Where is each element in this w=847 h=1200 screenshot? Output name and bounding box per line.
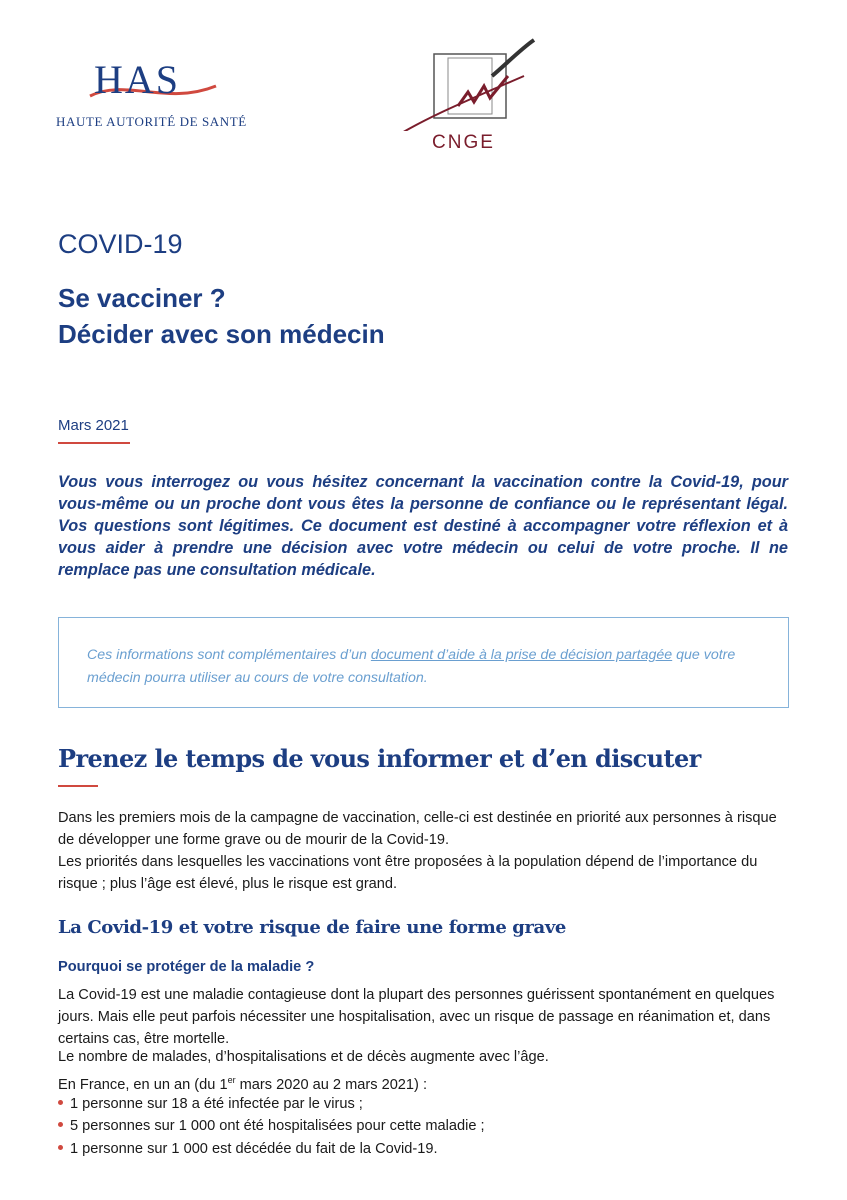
has-subtitle: HAUTE AUTORITÉ DE SANTÉ [56, 114, 247, 129]
section-heading-risk: La Covid-19 et votre risque de faire une forme grave [58, 917, 566, 938]
intro-paragraph: Vous vous interrogez ou vous hésitez concernant la vaccination contre la Covid-19, pour vous-même ou un proche dont vous êtes la personne de confiance ou le représentant légal. Vos questions sont légitimes. Ce document est destiné à accompagner votre réflexion et à vous aider à prendre une décision avec votre médecin ou celui de votre proche. Il ne remplace pas une consultation médicale. [58, 473, 788, 579]
paragraph-france-stats [58, 1069, 790, 1096]
list-item-text: 1 personne sur 18 a été infectée par le virus ; [70, 1096, 363, 1112]
publication-date: Mars 2021 [58, 417, 129, 434]
info-box-text [87, 644, 777, 690]
info-box [58, 617, 789, 708]
date-divider [58, 442, 130, 444]
list-item [58, 1115, 485, 1137]
paragraph-disease: La Covid-19 est une maladie contagieuse dont la plupart des personnes guérissent spontanément en quelques jours. Mais elle peut parfois nécessiter une hospitalisation, avec un risque de passage en réanimation et, dans certains cas, être mortelle. [58, 987, 775, 1047]
title-line-1: Se vacciner ? [58, 283, 226, 313]
section-divider [58, 785, 98, 787]
list-item [58, 1138, 438, 1160]
cnge-name: CNGE [432, 132, 495, 153]
bullet-dot-icon [58, 1145, 63, 1150]
stats-intro-sup: er [227, 1075, 236, 1085]
decision-aid-link[interactable]: document d’aide à la prise de décision partagée [370, 647, 673, 663]
paragraph-campaign: Dans les premiers mois de la campagne de vaccination, celle-ci est destinée en priorité aux personnes à risque de développer une forme grave ou de mourir de la Covid-19. [58, 810, 777, 848]
paragraph-priorities: Les priorités dans lesquelles les vaccinations vont être proposées à la population dépend de l’importance du risque ; plus l’âge est élevé, plus le risque est grand. [58, 854, 758, 892]
bullet-dot-icon [58, 1122, 63, 1127]
cnge-logo [388, 36, 538, 156]
subheading-protect: Pourquoi se protéger de la maladie ? [58, 959, 315, 975]
cnge-emblem-icon [388, 36, 538, 131]
topic-label: COVID-19 [58, 229, 183, 259]
page-title [58, 280, 385, 352]
bullet-dot-icon [58, 1100, 63, 1105]
has-acronym: HAS [94, 57, 181, 102]
list-item-text: 1 personne sur 1 000 est décédée du fait de la Covid-19. [70, 1141, 438, 1157]
has-logo [56, 56, 256, 136]
list-item [58, 1093, 363, 1115]
paragraph-age: Le nombre de malades, d’hospitalisations et de décès augmente avec l’âge. [58, 1049, 549, 1065]
section-heading-inform: Prenez le temps de vous informer et d’en discuter [58, 744, 701, 773]
list-item-text: 5 personnes sur 1 000 ont été hospitalisées pour cette maladie ; [70, 1118, 485, 1134]
stats-intro-after: mars 2020 au 2 mars 2021) : [235, 1076, 428, 1093]
info-text-before: Ces informations sont complémentaires d’un [87, 647, 371, 663]
stats-intro-before: En France, en un an (du 1 [58, 1076, 228, 1093]
title-line-2: Décider avec son médecin [58, 319, 385, 349]
info-text-after: que votre médecin pourra utiliser au cours de votre consultation. [87, 647, 736, 686]
